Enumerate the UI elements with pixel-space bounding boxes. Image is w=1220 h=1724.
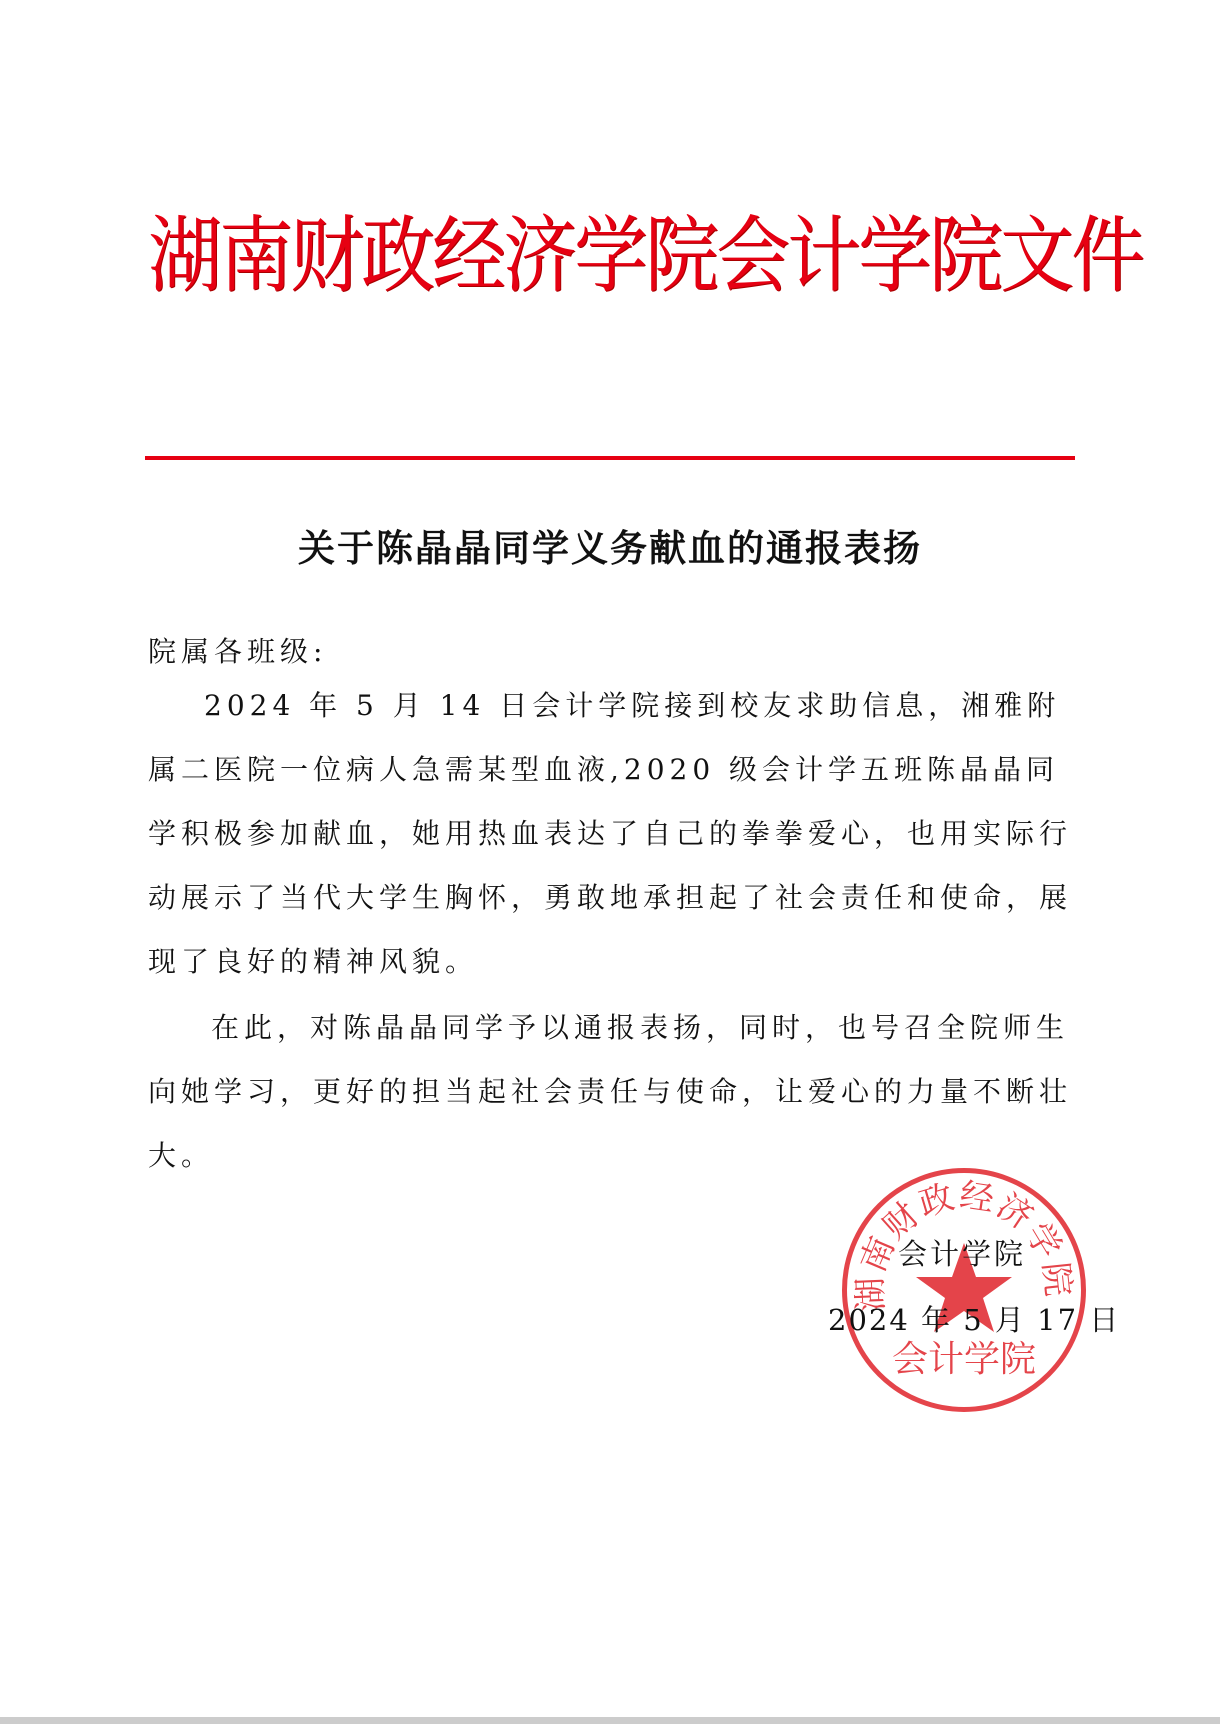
paragraph-2: 在此，对陈晶晶同学予以通报表扬，同时，也号召全院师生向她学习，更好的担当起社会责任与使命，让爱心的力量不断壮大。 — [148, 1011, 1073, 1172]
document-title: 关于陈晶晶同学义务献血的通报表扬 — [298, 527, 922, 570]
official-seal — [842, 1168, 1086, 1412]
signature-date: 2024 年 5 月 17 日 — [828, 1303, 1121, 1337]
paragraph-1: 2024 年 5 月 14 日会计学院接到校友求助信息，湘雅附属二医院一位病人急需某型血液,2020 级会计学五班陈晶晶同学积极参加献血，她用热血表达了自己的拳拳爱心，也用实际行动展示了当代大学生胸怀，勇敢地承担起了社会责任和使命，展现了良好的精神风貌。 — [148, 689, 1073, 978]
red-divider — [145, 456, 1075, 460]
seal-inner-text: 会计学院 — [891, 1339, 1037, 1380]
document-header-title: 湖南财政经济学院会计学院文件 — [148, 207, 1142, 305]
signature-organization: 会计学院 — [898, 1237, 1027, 1271]
seal-outer-text: 湖南财政经济学院 — [850, 1175, 1079, 1313]
bottom-scroll-bar — [0, 1717, 1220, 1724]
seal-graphic — [847, 1173, 1081, 1407]
salutation: 院属各班级: — [148, 635, 328, 668]
